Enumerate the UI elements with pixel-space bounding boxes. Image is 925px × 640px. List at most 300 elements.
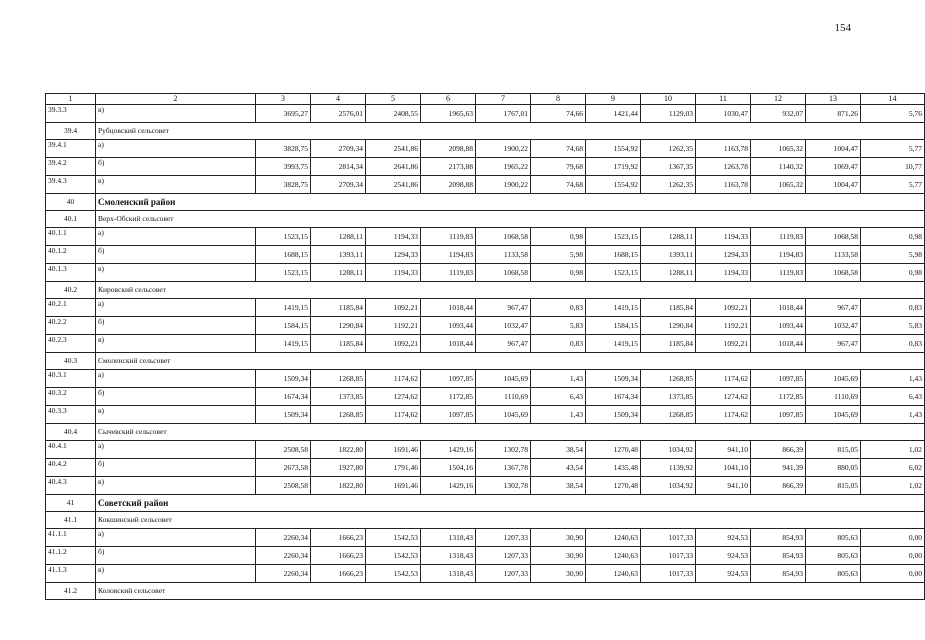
value-cell: 2508,58 bbox=[256, 441, 311, 459]
value-cell: 1139,92 bbox=[641, 459, 696, 477]
row-label: Верх-Обский сельсовет bbox=[96, 211, 925, 228]
value-cell: 0,98 bbox=[531, 228, 586, 246]
value-cell: 866,39 bbox=[751, 441, 806, 459]
value-cell: 2576,01 bbox=[311, 105, 366, 123]
value-cell: 2408,55 bbox=[366, 105, 421, 123]
value-cell: 1068,58 bbox=[476, 228, 531, 246]
value-cell: 1523,15 bbox=[586, 264, 641, 282]
value-cell: 1041,10 bbox=[696, 459, 751, 477]
value-cell: 1318,43 bbox=[421, 547, 476, 565]
value-cell: 1017,33 bbox=[641, 529, 696, 547]
row-code: 40.4 bbox=[46, 424, 96, 441]
value-cell: 1367,35 bbox=[641, 158, 696, 176]
value-cell: 2260,34 bbox=[256, 529, 311, 547]
value-cell: 1294,33 bbox=[696, 246, 751, 264]
value-cell: 0,98 bbox=[861, 264, 925, 282]
value-cell: 2541,86 bbox=[366, 176, 421, 194]
value-cell: 1185,84 bbox=[311, 335, 366, 353]
row-code: 41.1 bbox=[46, 512, 96, 529]
row-code: 40.3 bbox=[46, 353, 96, 370]
value-cell: 1965,22 bbox=[476, 158, 531, 176]
value-cell: 1523,15 bbox=[256, 228, 311, 246]
value-cell: 2541,86 bbox=[366, 140, 421, 158]
value-cell: 1032,47 bbox=[476, 317, 531, 335]
row-label: б) bbox=[96, 317, 256, 335]
value-cell: 1294,33 bbox=[366, 246, 421, 264]
value-cell: 3828,75 bbox=[256, 176, 311, 194]
value-cell: 1018,44 bbox=[421, 299, 476, 317]
value-cell: 1034,92 bbox=[641, 441, 696, 459]
table-row bbox=[46, 547, 925, 565]
value-cell: 871,26 bbox=[806, 105, 861, 123]
value-cell: 1194,83 bbox=[751, 246, 806, 264]
row-code: 40.2.1 bbox=[46, 299, 96, 317]
value-cell: 2814,34 bbox=[311, 158, 366, 176]
value-cell: 1185,84 bbox=[311, 299, 366, 317]
row-code: 40.3.2 bbox=[46, 388, 96, 406]
value-cell: 1092,21 bbox=[366, 299, 421, 317]
value-cell: 79,68 bbox=[531, 158, 586, 176]
value-cell: 1509,34 bbox=[256, 370, 311, 388]
value-cell: 1419,15 bbox=[586, 335, 641, 353]
value-cell: 1290,84 bbox=[311, 317, 366, 335]
tariff-table bbox=[45, 93, 925, 600]
value-cell: 1509,34 bbox=[586, 406, 641, 424]
column-header: 4 bbox=[311, 94, 366, 105]
value-cell: 1373,85 bbox=[311, 388, 366, 406]
table-row bbox=[46, 335, 925, 353]
value-cell: 924,53 bbox=[696, 529, 751, 547]
column-header: 13 bbox=[806, 94, 861, 105]
value-cell: 0,00 bbox=[861, 547, 925, 565]
value-cell: 1174,62 bbox=[366, 370, 421, 388]
row-label: в) bbox=[96, 105, 256, 123]
table-row bbox=[46, 158, 925, 176]
value-cell: 805,63 bbox=[806, 547, 861, 565]
row-code: 40.4.1 bbox=[46, 441, 96, 459]
value-cell: 1691,46 bbox=[366, 441, 421, 459]
row-label: в) bbox=[96, 477, 256, 495]
row-code: 40.3.1 bbox=[46, 370, 96, 388]
value-cell: 74,68 bbox=[531, 176, 586, 194]
value-cell: 1767,01 bbox=[476, 105, 531, 123]
value-cell: 1207,33 bbox=[476, 565, 531, 583]
value-cell: 1,43 bbox=[531, 370, 586, 388]
value-cell: 2673,58 bbox=[256, 459, 311, 477]
value-cell: 1240,63 bbox=[586, 547, 641, 565]
row-label: Коловский сельсовет bbox=[96, 583, 925, 600]
value-cell: 1034,92 bbox=[641, 477, 696, 495]
value-cell: 10,77 bbox=[861, 158, 925, 176]
value-cell: 815,05 bbox=[806, 477, 861, 495]
value-cell: 5,98 bbox=[531, 246, 586, 264]
column-header: 12 bbox=[751, 94, 806, 105]
value-cell: 1688,15 bbox=[256, 246, 311, 264]
row-label: в) bbox=[96, 406, 256, 424]
value-cell: 1018,44 bbox=[751, 335, 806, 353]
row-label: Рубцовский сельсовет bbox=[96, 123, 925, 140]
value-cell: 1097,85 bbox=[421, 370, 476, 388]
column-header: 11 bbox=[696, 94, 751, 105]
value-cell: 38,54 bbox=[531, 441, 586, 459]
value-cell: 1,02 bbox=[861, 477, 925, 495]
value-cell: 1268,85 bbox=[311, 406, 366, 424]
value-cell: 1419,15 bbox=[256, 335, 311, 353]
row-label: б) bbox=[96, 158, 256, 176]
row-code: 40.2 bbox=[46, 282, 96, 299]
table-row bbox=[46, 228, 925, 246]
table-row bbox=[46, 105, 925, 123]
column-header: 14 bbox=[861, 94, 925, 105]
row-code: 39.4.2 bbox=[46, 158, 96, 176]
value-cell: 1119,83 bbox=[421, 228, 476, 246]
value-cell: 1017,33 bbox=[641, 565, 696, 583]
value-cell: 1965,63 bbox=[421, 105, 476, 123]
row-code: 41.2 bbox=[46, 583, 96, 600]
column-header: 3 bbox=[256, 94, 311, 105]
value-cell: 1110,69 bbox=[806, 388, 861, 406]
value-cell: 1174,62 bbox=[696, 370, 751, 388]
value-cell: 1504,16 bbox=[421, 459, 476, 477]
value-cell: 1542,53 bbox=[366, 529, 421, 547]
value-cell: 1268,85 bbox=[641, 406, 696, 424]
value-cell: 1274,62 bbox=[696, 388, 751, 406]
row-label: а) bbox=[96, 299, 256, 317]
value-cell: 3828,75 bbox=[256, 140, 311, 158]
row-label: Советский район bbox=[96, 495, 925, 512]
district-row bbox=[46, 194, 925, 211]
row-label: Кокшинский сельсовет bbox=[96, 512, 925, 529]
value-cell: 1542,53 bbox=[366, 547, 421, 565]
value-cell: 1523,15 bbox=[256, 264, 311, 282]
table-row bbox=[46, 370, 925, 388]
value-cell: 1288,11 bbox=[641, 264, 696, 282]
value-cell: 2098,88 bbox=[421, 140, 476, 158]
row-label: Сычевский сельсовет bbox=[96, 424, 925, 441]
row-code: 40.4.3 bbox=[46, 477, 96, 495]
value-cell: 1,02 bbox=[861, 441, 925, 459]
value-cell: 1393,11 bbox=[641, 246, 696, 264]
value-cell: 5,77 bbox=[861, 140, 925, 158]
value-cell: 967,47 bbox=[476, 299, 531, 317]
column-header: 8 bbox=[531, 94, 586, 105]
row-label: б) bbox=[96, 547, 256, 565]
value-cell: 866,39 bbox=[751, 477, 806, 495]
value-cell: 5,83 bbox=[861, 317, 925, 335]
value-cell: 1133,58 bbox=[806, 246, 861, 264]
table-row bbox=[46, 388, 925, 406]
value-cell: 1,43 bbox=[531, 406, 586, 424]
value-cell: 0,00 bbox=[861, 565, 925, 583]
row-label: в) bbox=[96, 565, 256, 583]
row-label: в) bbox=[96, 264, 256, 282]
column-header: 6 bbox=[421, 94, 476, 105]
row-code: 39.3.3 bbox=[46, 105, 96, 123]
column-header: 10 bbox=[641, 94, 696, 105]
value-cell: 1194,33 bbox=[366, 228, 421, 246]
value-cell: 1268,85 bbox=[311, 370, 366, 388]
value-cell: 2641,86 bbox=[366, 158, 421, 176]
value-cell: 967,47 bbox=[806, 335, 861, 353]
table-row bbox=[46, 264, 925, 282]
value-cell: 1194,33 bbox=[366, 264, 421, 282]
table-row bbox=[46, 317, 925, 335]
row-code: 40.1 bbox=[46, 211, 96, 228]
column-header: 9 bbox=[586, 94, 641, 105]
value-cell: 1092,21 bbox=[696, 299, 751, 317]
value-cell: 3695,27 bbox=[256, 105, 311, 123]
value-cell: 1092,21 bbox=[696, 335, 751, 353]
column-header: 1 bbox=[46, 94, 96, 105]
section-row bbox=[46, 583, 925, 600]
value-cell: 1065,32 bbox=[751, 176, 806, 194]
row-label: Смоленский сельсовет bbox=[96, 353, 925, 370]
row-label: а) bbox=[96, 228, 256, 246]
row-code: 41.1.1 bbox=[46, 529, 96, 547]
value-cell: 1688,15 bbox=[586, 246, 641, 264]
row-label: в) bbox=[96, 176, 256, 194]
value-cell: 1262,35 bbox=[641, 140, 696, 158]
table-row bbox=[46, 441, 925, 459]
value-cell: 1194,83 bbox=[421, 246, 476, 264]
value-cell: 1032,47 bbox=[806, 317, 861, 335]
value-cell: 924,53 bbox=[696, 547, 751, 565]
value-cell: 1419,15 bbox=[586, 299, 641, 317]
value-cell: 0,83 bbox=[861, 299, 925, 317]
value-cell: 805,63 bbox=[806, 565, 861, 583]
value-cell: 0,98 bbox=[861, 228, 925, 246]
value-cell: 1097,85 bbox=[751, 406, 806, 424]
value-cell: 1185,84 bbox=[641, 299, 696, 317]
value-cell: 941,10 bbox=[696, 477, 751, 495]
value-cell: 854,93 bbox=[751, 529, 806, 547]
table-row bbox=[46, 176, 925, 194]
section-row bbox=[46, 123, 925, 140]
section-row bbox=[46, 353, 925, 370]
value-cell: 1288,11 bbox=[311, 228, 366, 246]
value-cell: 3993,75 bbox=[256, 158, 311, 176]
value-cell: 1791,46 bbox=[366, 459, 421, 477]
value-cell: 941,10 bbox=[696, 441, 751, 459]
value-cell: 1719,92 bbox=[586, 158, 641, 176]
value-cell: 1554,92 bbox=[586, 140, 641, 158]
value-cell: 1421,44 bbox=[586, 105, 641, 123]
value-cell: 74,66 bbox=[531, 105, 586, 123]
value-cell: 1674,34 bbox=[256, 388, 311, 406]
row-code: 41.1.2 bbox=[46, 547, 96, 565]
row-label: б) bbox=[96, 459, 256, 477]
value-cell: 1318,43 bbox=[421, 565, 476, 583]
value-cell: 1318,43 bbox=[421, 529, 476, 547]
value-cell: 1174,62 bbox=[696, 406, 751, 424]
value-cell: 1163,78 bbox=[696, 176, 751, 194]
value-cell: 1263,78 bbox=[696, 158, 751, 176]
value-cell: 1288,11 bbox=[311, 264, 366, 282]
table-row bbox=[46, 299, 925, 317]
value-cell: 1045,69 bbox=[476, 406, 531, 424]
row-label: Кировский сельсовет bbox=[96, 282, 925, 299]
value-cell: 1,43 bbox=[861, 406, 925, 424]
value-cell: 1268,85 bbox=[641, 370, 696, 388]
value-cell: 1367,78 bbox=[476, 459, 531, 477]
header-row bbox=[46, 94, 925, 105]
row-label: б) bbox=[96, 388, 256, 406]
value-cell: 1133,58 bbox=[476, 246, 531, 264]
row-code: 40.4.2 bbox=[46, 459, 96, 477]
value-cell: 1302,78 bbox=[476, 477, 531, 495]
value-cell: 74,68 bbox=[531, 140, 586, 158]
value-cell: 2508,58 bbox=[256, 477, 311, 495]
table-row bbox=[46, 140, 925, 158]
value-cell: 1172,85 bbox=[751, 388, 806, 406]
value-cell: 1240,63 bbox=[586, 565, 641, 583]
row-label: в) bbox=[96, 335, 256, 353]
value-cell: 1174,62 bbox=[366, 406, 421, 424]
value-cell: 1030,47 bbox=[696, 105, 751, 123]
value-cell: 43,54 bbox=[531, 459, 586, 477]
value-cell: 1927,80 bbox=[311, 459, 366, 477]
row-code: 40.2.3 bbox=[46, 335, 96, 353]
value-cell: 1192,21 bbox=[366, 317, 421, 335]
value-cell: 924,53 bbox=[696, 565, 751, 583]
value-cell: 1666,23 bbox=[311, 529, 366, 547]
value-cell: 1068,58 bbox=[806, 228, 861, 246]
value-cell: 1900,22 bbox=[476, 176, 531, 194]
page-number: 154 bbox=[834, 22, 851, 34]
value-cell: 1192,21 bbox=[696, 317, 751, 335]
value-cell: 1069,47 bbox=[806, 158, 861, 176]
value-cell: 38,54 bbox=[531, 477, 586, 495]
value-cell: 2098,88 bbox=[421, 176, 476, 194]
value-cell: 1691,46 bbox=[366, 477, 421, 495]
table-row bbox=[46, 477, 925, 495]
value-cell: 1068,58 bbox=[806, 264, 861, 282]
row-label: Смоленский район bbox=[96, 194, 925, 211]
value-cell: 854,93 bbox=[751, 547, 806, 565]
value-cell: 1140,32 bbox=[751, 158, 806, 176]
value-cell: 1045,69 bbox=[806, 370, 861, 388]
row-code: 41 bbox=[46, 495, 96, 512]
value-cell: 1419,15 bbox=[256, 299, 311, 317]
value-cell: 6,02 bbox=[861, 459, 925, 477]
row-code: 39.4.1 bbox=[46, 140, 96, 158]
value-cell: 1584,15 bbox=[256, 317, 311, 335]
value-cell: 1194,33 bbox=[696, 228, 751, 246]
table-row bbox=[46, 529, 925, 547]
table-row bbox=[46, 246, 925, 264]
row-code: 40.2.2 bbox=[46, 317, 96, 335]
section-row bbox=[46, 282, 925, 299]
value-cell: 1270,48 bbox=[586, 477, 641, 495]
value-cell: 1,43 bbox=[861, 370, 925, 388]
value-cell: 1092,21 bbox=[366, 335, 421, 353]
row-label: а) bbox=[96, 441, 256, 459]
value-cell: 1240,63 bbox=[586, 529, 641, 547]
value-cell: 1270,48 bbox=[586, 441, 641, 459]
value-cell: 5,98 bbox=[861, 246, 925, 264]
value-cell: 1097,85 bbox=[751, 370, 806, 388]
value-cell: 1207,33 bbox=[476, 547, 531, 565]
value-cell: 1584,15 bbox=[586, 317, 641, 335]
table-body bbox=[46, 94, 925, 600]
value-cell: 1194,33 bbox=[696, 264, 751, 282]
value-cell: 1163,78 bbox=[696, 140, 751, 158]
value-cell: 0,83 bbox=[531, 335, 586, 353]
value-cell: 1119,83 bbox=[751, 228, 806, 246]
section-row bbox=[46, 512, 925, 529]
value-cell: 1004,47 bbox=[806, 176, 861, 194]
value-cell: 1045,69 bbox=[476, 370, 531, 388]
value-cell: 1523,15 bbox=[586, 228, 641, 246]
row-code: 40.3.3 bbox=[46, 406, 96, 424]
value-cell: 0,98 bbox=[531, 264, 586, 282]
value-cell: 1290,84 bbox=[641, 317, 696, 335]
value-cell: 1288,11 bbox=[641, 228, 696, 246]
column-header: 2 bbox=[96, 94, 256, 105]
value-cell: 1509,34 bbox=[586, 370, 641, 388]
value-cell: 1509,34 bbox=[256, 406, 311, 424]
section-row bbox=[46, 424, 925, 441]
value-cell: 30,90 bbox=[531, 529, 586, 547]
value-cell: 1119,83 bbox=[421, 264, 476, 282]
value-cell: 1373,85 bbox=[641, 388, 696, 406]
row-label: а) bbox=[96, 370, 256, 388]
value-cell: 1093,44 bbox=[421, 317, 476, 335]
value-cell: 1018,44 bbox=[421, 335, 476, 353]
value-cell: 2709,34 bbox=[311, 176, 366, 194]
row-label: а) bbox=[96, 529, 256, 547]
value-cell: 30,90 bbox=[531, 565, 586, 583]
value-cell: 0,00 bbox=[861, 529, 925, 547]
value-cell: 1018,44 bbox=[751, 299, 806, 317]
column-header: 7 bbox=[476, 94, 531, 105]
value-cell: 5,76 bbox=[861, 105, 925, 123]
value-cell: 1429,16 bbox=[421, 441, 476, 459]
value-cell: 2260,34 bbox=[256, 565, 311, 583]
value-cell: 5,83 bbox=[531, 317, 586, 335]
value-cell: 1666,23 bbox=[311, 547, 366, 565]
value-cell: 1119,83 bbox=[751, 264, 806, 282]
value-cell: 805,63 bbox=[806, 529, 861, 547]
row-label: б) bbox=[96, 246, 256, 264]
value-cell: 941,39 bbox=[751, 459, 806, 477]
row-code: 40.1.3 bbox=[46, 264, 96, 282]
value-cell: 932,07 bbox=[751, 105, 806, 123]
value-cell: 1172,85 bbox=[421, 388, 476, 406]
value-cell: 1429,16 bbox=[421, 477, 476, 495]
value-cell: 6,43 bbox=[861, 388, 925, 406]
value-cell: 5,77 bbox=[861, 176, 925, 194]
section-row bbox=[46, 211, 925, 228]
value-cell: 967,47 bbox=[476, 335, 531, 353]
value-cell: 854,93 bbox=[751, 565, 806, 583]
table-row bbox=[46, 565, 925, 583]
value-cell: 6,43 bbox=[531, 388, 586, 406]
value-cell: 1262,35 bbox=[641, 176, 696, 194]
value-cell: 967,47 bbox=[806, 299, 861, 317]
value-cell: 1097,85 bbox=[421, 406, 476, 424]
value-cell: 1822,80 bbox=[311, 477, 366, 495]
value-cell: 2709,34 bbox=[311, 140, 366, 158]
value-cell: 1393,11 bbox=[311, 246, 366, 264]
value-cell: 1674,34 bbox=[586, 388, 641, 406]
row-code: 39.4 bbox=[46, 123, 96, 140]
row-code: 40.1.2 bbox=[46, 246, 96, 264]
value-cell: 1435,48 bbox=[586, 459, 641, 477]
row-label: а) bbox=[96, 140, 256, 158]
value-cell: 1129,03 bbox=[641, 105, 696, 123]
value-cell: 1207,33 bbox=[476, 529, 531, 547]
